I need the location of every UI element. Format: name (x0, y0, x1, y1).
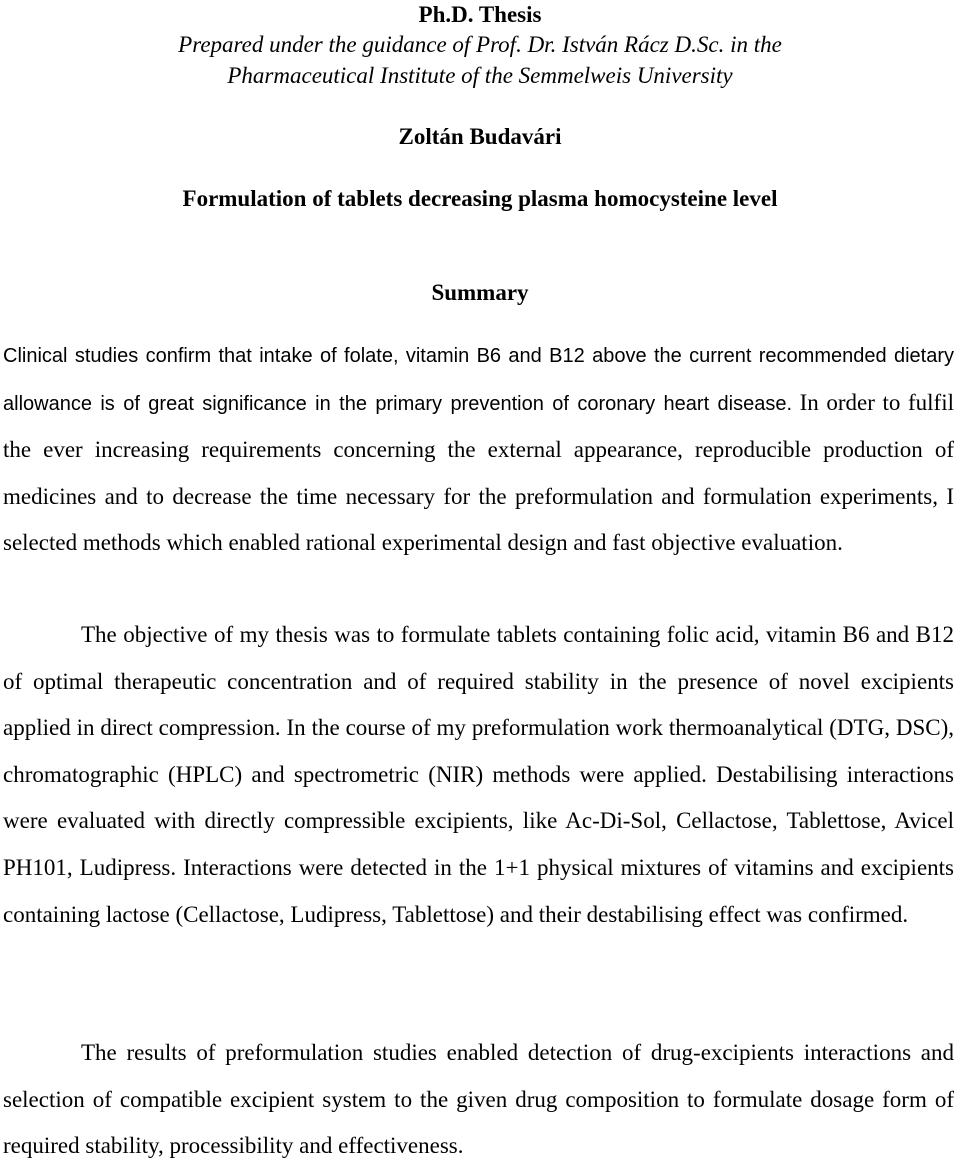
degree-title: Ph.D. Thesis (418, 2, 542, 27)
summary-paragraph-3: The results of preformulation studies enabled detection of drug-excipients interactions and selection of compatible excipient system to the given drug composition to formulate dosage form of required stability, processibility and effectiveness. (3, 1040, 954, 1159)
summary-paragraph-1-rest: In order to fulfil the ever increasing requirements concerning the external appearance, reproducible production of medicines and to decrease the time necessary for the preformulation and formulation experiments, I selected methods which enabled rational experimental design and fast objective evaluation. (3, 389, 955, 556)
summary-paragraph-2: The objective of my thesis was to formulate tablets containing folic acid, vitamin B6 and B12 of optimal therapeutic concentration and of required stability in the presence of novel excipients applied in direct compression. In the course of my preformulation work thermoanalytical (DTG, DSC), chromatographic (HPLC) and spectrometric (NIR) methods were applied. Destabilising interactions were evaluated with directly compressible excipients, like Ac-Di-Sol, Cellactose, Tablettose, Avicel PH101, Ludipress. Interactions were detected in the 1+1 physical mixtures of vitamins and excipients containing lactose (Cellactose, Ludipress, Tablettose) and their destabilising effect was confirmed. (3, 622, 954, 927)
summary-heading: Summary (431, 280, 529, 305)
thesis-title: Formulation of tablets decreasing plasma homocysteine level (182, 186, 778, 211)
guidance-line-2: Pharmaceutical Institute of the Semmelweis University (227, 63, 733, 88)
guidance-line-1: Prepared under the guidance of Prof. Dr. István Rácz D.Sc. in the (178, 32, 782, 57)
summary-paragraph-1-lead: Clinical studies confirm that intake of folate, vitamin B6 and B12 above the current recommended dietary allowance is of great significance in the primary prevention of coronary heart disease. (3, 345, 954, 415)
author-name: Zoltán Budavári (398, 124, 562, 149)
summary-paragraph-1 (3, 332, 954, 567)
